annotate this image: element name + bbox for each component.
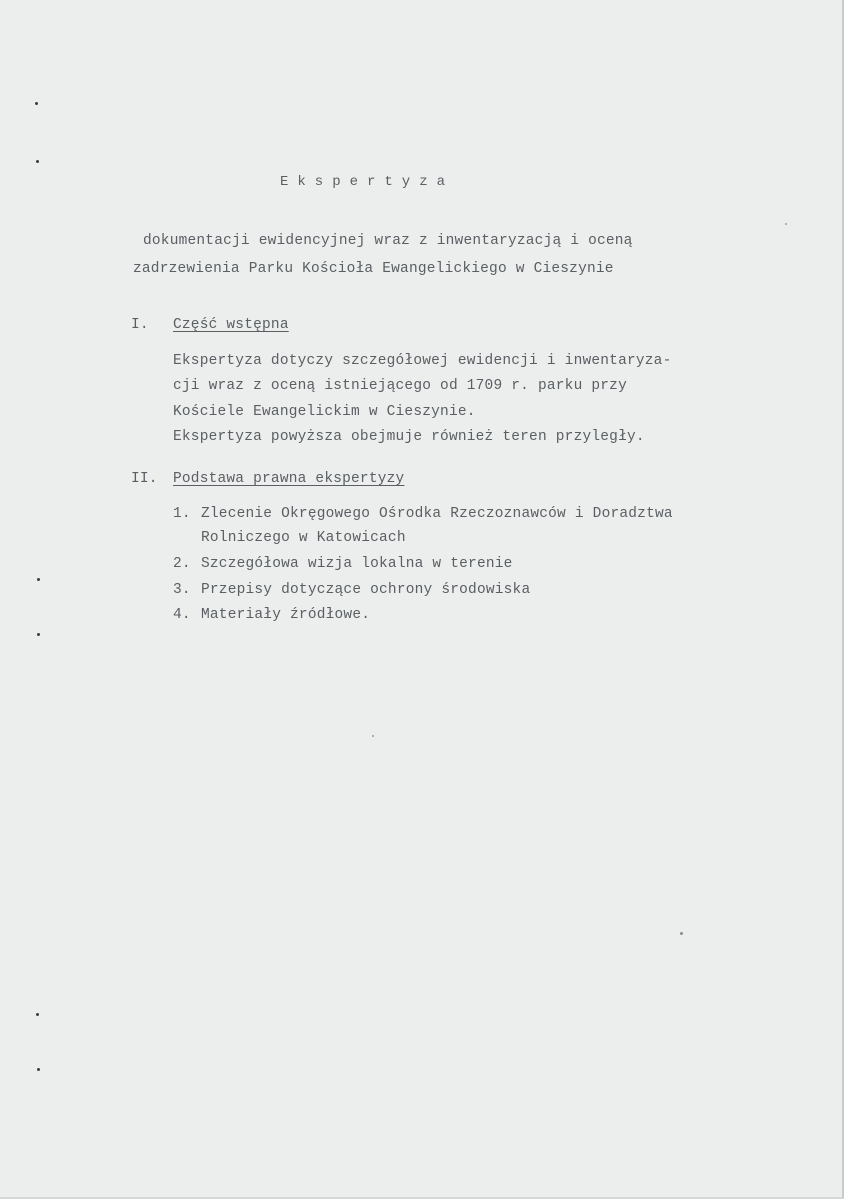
section-2-number: II. (131, 471, 158, 487)
list-item-number: 3. (173, 582, 191, 598)
scan-speck (36, 1013, 39, 1016)
scan-speck (37, 578, 40, 581)
document-title: Ekspertyza (280, 174, 455, 190)
scan-speck (37, 1068, 40, 1071)
scan-speck (37, 633, 40, 636)
list-item-number: 1. (173, 506, 191, 522)
list-item-text: Materiały źródłowe. (201, 607, 371, 623)
list-item-number: 4. (173, 607, 191, 623)
section-1-line: cji wraz z oceną istniejącego od 1709 r. parku przy (173, 378, 627, 394)
section-1-line: Kościele Ewangelickim w Cieszynie. (173, 404, 476, 420)
section-1-line: Ekspertyza powyższa obejmuje również teren przyległy. (173, 429, 645, 445)
list-item-text: Szczegółowa wizja lokalna w terenie (201, 556, 513, 572)
section-1-line: Ekspertyza dotyczy szczegółowej ewidencji i inwentaryza- (173, 353, 672, 369)
scan-speck (785, 223, 787, 225)
list-item-number: 2. (173, 556, 191, 572)
list-item-text: Przepisy dotyczące ochrony środowiska (201, 582, 531, 598)
section-1-number: I. (131, 317, 149, 333)
document-subtitle-line-2: zadrzewienia Parku Kościoła Ewangelickiego w Cieszynie (133, 261, 614, 277)
list-item-text-continued: Rolniczego w Katowicach (201, 530, 406, 546)
scan-speck (372, 735, 374, 737)
section-2-heading: Podstawa prawna ekspertyzy (173, 471, 405, 487)
scan-speck (35, 102, 38, 105)
scan-speck (680, 932, 683, 935)
list-item-text: Zlecenie Okręgowego Ośrodka Rzeczoznawców i Doradztwa (201, 506, 673, 522)
section-1-heading: Część wstępna (173, 317, 289, 333)
scan-speck (36, 160, 39, 163)
document-subtitle-line-1: dokumentacji ewidencyjnej wraz z inwentaryzacją i oceną (143, 233, 633, 249)
